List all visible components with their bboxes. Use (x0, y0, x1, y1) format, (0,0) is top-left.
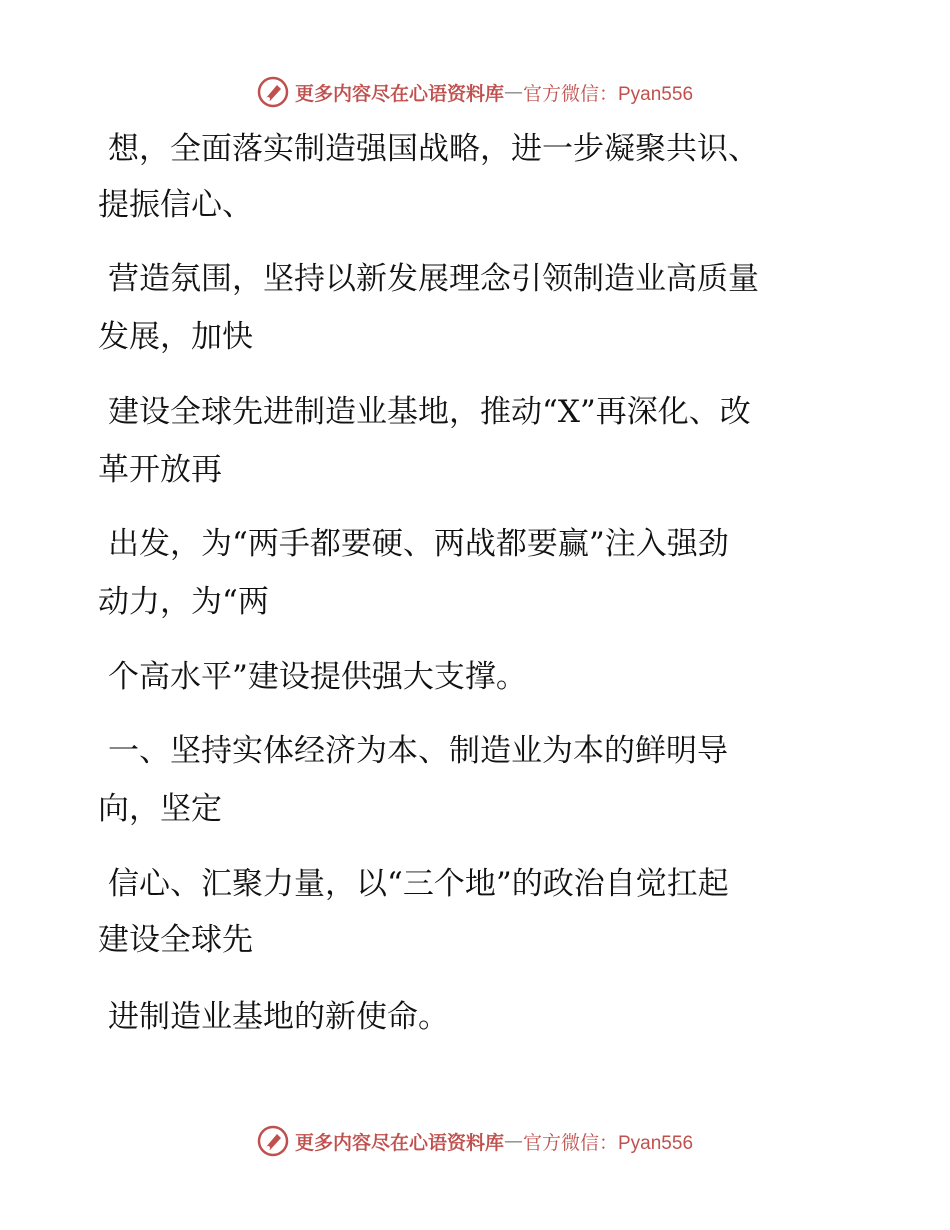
footer-watermark (0, 1121, 950, 1161)
text-line: 出发，为“两手都要硬、两战都要赢”注入强劲 (108, 526, 729, 562)
pen-nib-icon (257, 1125, 289, 1157)
text-line: 发展，加快 (98, 319, 253, 355)
text-line: 向，坚定 (98, 791, 222, 827)
text-line: 建设全球先进制造业基地，推动“X”再深化、改 (108, 394, 751, 430)
text-line: 一、坚持实体经济为本、制造业为本的鲜明导 (108, 733, 728, 769)
text-line: 营造氛围，坚持以新发展理念引领制造业高质量 (108, 261, 759, 297)
watermark-brand: 更多内容尽在心语资料库 (294, 82, 504, 105)
text-line: 个高水平”建设提供强大支撑。 (108, 659, 527, 695)
text-line: 进制造业基地的新使命。 (108, 999, 449, 1035)
watermark-separator: — (504, 1130, 523, 1152)
watermark-separator: — (504, 81, 523, 103)
watermark-account: 官方微信：Pyan556 (523, 83, 694, 105)
text-line: 想，全面落实制造强国战略，进一步凝聚共识、 (108, 131, 759, 167)
text-line: 信心、汇聚力量，以“三个地”的政治自觉扛起 (108, 866, 729, 902)
watermark-account: 官方微信：Pyan556 (523, 1132, 694, 1154)
text-line: 动力，为“两 (98, 584, 269, 620)
text-line: 革开放再 (98, 452, 222, 488)
text-line: 建设全球先 (98, 922, 253, 958)
watermark-brand: 更多内容尽在心语资料库 (294, 1131, 504, 1154)
text-line: 提振信心、 (98, 187, 253, 223)
